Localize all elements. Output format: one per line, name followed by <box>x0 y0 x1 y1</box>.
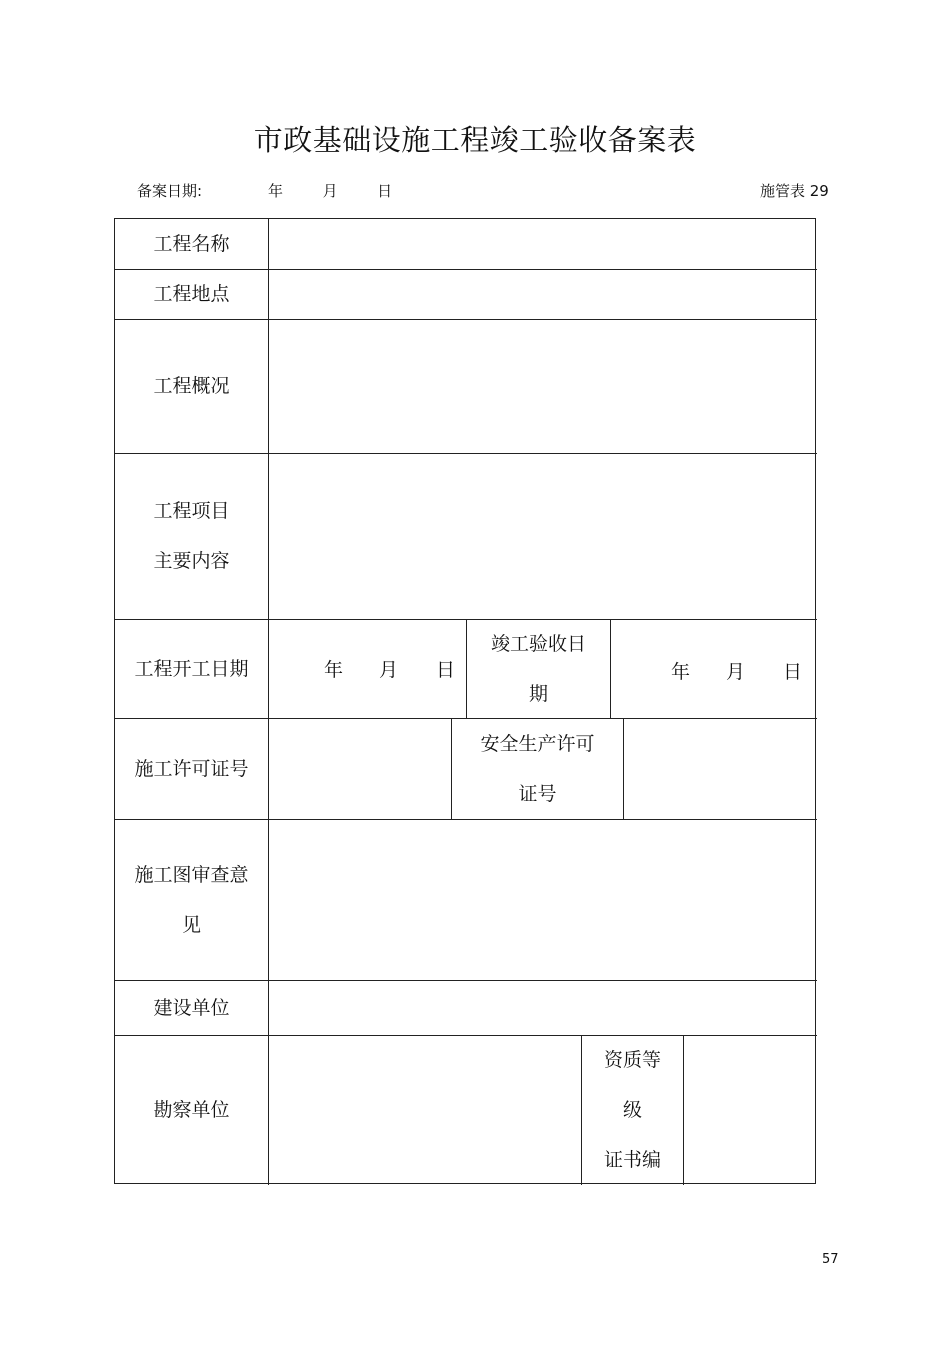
record-date-label: 备案日期: <box>137 182 203 200</box>
record-form-table <box>114 218 816 1184</box>
safety-permit-label <box>452 718 623 819</box>
drawing-review-label <box>115 819 268 980</box>
project-location-label <box>115 269 268 319</box>
project-items-label <box>115 453 268 619</box>
project-items-text-line2: 主要内容 <box>153 550 230 572</box>
record-date-month: 月 <box>322 182 338 200</box>
start-date-value <box>324 619 464 718</box>
start-date-label <box>115 619 268 718</box>
document-title: 市政基础设施工程竣工验收备案表 <box>253 123 697 157</box>
start-date-day: 日 <box>436 659 456 681</box>
safety-permit-text-line1: 安全生产许可 <box>480 732 595 755</box>
page-number: 57 <box>822 1252 839 1267</box>
construction-permit-label <box>115 718 268 819</box>
project-name-text: 工程名称 <box>153 233 230 255</box>
builder-text: 建设单位 <box>153 996 230 1019</box>
project-overview-label <box>115 319 268 453</box>
drawing-review-text-line2: 见 <box>181 913 201 936</box>
qualification-text-line2: 级 <box>622 1099 642 1121</box>
project-overview-text: 工程概况 <box>153 375 230 397</box>
completion-date-month: 月 <box>726 661 746 683</box>
survey-unit-label <box>115 1035 268 1185</box>
construction-permit-text: 施工许可证号 <box>134 757 249 780</box>
project-items-text-line1: 工程项目 <box>153 500 230 522</box>
completion-date-text-line2: 期 <box>528 682 548 705</box>
qualification-label <box>582 1035 683 1185</box>
safety-permit-text-line2: 证号 <box>518 782 557 805</box>
column-divider <box>610 619 611 719</box>
form-code: 施管表 29 <box>760 182 829 200</box>
project-location-text: 工程地点 <box>153 283 230 305</box>
column-divider <box>683 1035 684 1185</box>
drawing-review-text-line1: 施工图审查意 <box>134 863 249 886</box>
completion-date-day: 日 <box>783 661 803 683</box>
qualification-text-line1: 资质等 <box>603 1049 661 1071</box>
completion-date-text-line1: 竣工验收日 <box>490 632 586 655</box>
record-date-day: 日 <box>377 182 393 200</box>
start-date-year: 年 <box>324 659 344 681</box>
record-date-year: 年 <box>268 182 284 200</box>
column-divider <box>623 718 624 819</box>
builder-label <box>115 980 268 1035</box>
record-date-field <box>268 180 392 201</box>
completion-date-value <box>671 619 811 722</box>
completion-date-year: 年 <box>671 661 691 683</box>
qualification-text-line3: 证书编 <box>603 1149 661 1171</box>
column-divider <box>268 219 269 1185</box>
project-name-label <box>115 219 268 269</box>
survey-unit-text: 勘察单位 <box>153 1099 230 1121</box>
start-date-text: 工程开工日期 <box>134 657 249 680</box>
start-date-month: 月 <box>379 659 399 681</box>
completion-date-label <box>467 619 610 718</box>
